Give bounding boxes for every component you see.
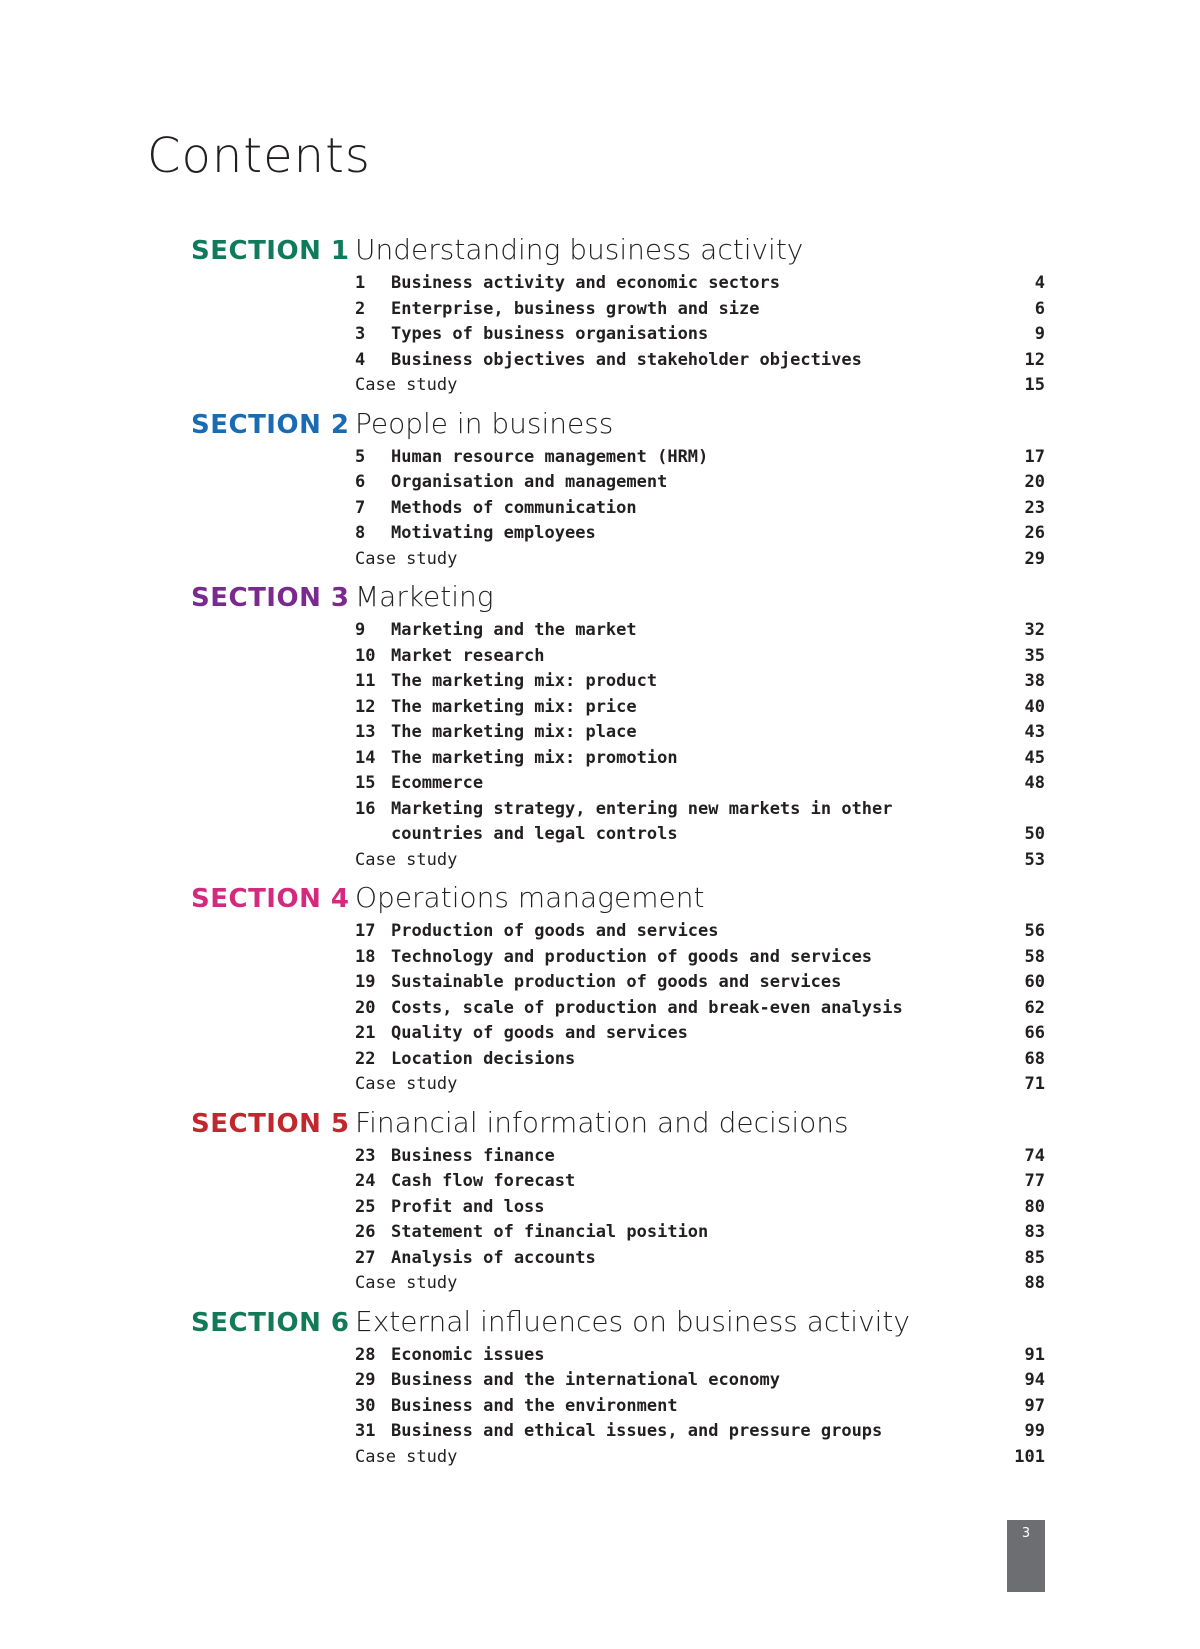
chapter-number: 23 — [355, 1145, 376, 1166]
chapter-list — [355, 445, 1045, 573]
chapter-title: Market research — [391, 645, 545, 666]
chapter-number: 15 — [355, 773, 376, 793]
chapter-page-number: 43 — [1024, 722, 1045, 742]
page-title: Contents — [147, 128, 371, 184]
chapter-title: Ecommerce — [391, 773, 484, 793]
toc-section — [191, 233, 1045, 399]
chapter-number: 25 — [355, 1196, 376, 1217]
case-study-page-number: 101 — [1014, 1446, 1045, 1467]
case-study-entry[interactable] — [355, 373, 1045, 399]
section-header — [191, 1305, 1045, 1341]
chapter-list — [355, 1343, 1045, 1471]
case-study-label: Case study — [355, 375, 458, 395]
chapter-entry[interactable] — [355, 445, 1045, 471]
section-label: SECTION 6 — [191, 1307, 350, 1338]
chapter-title: Organisation and management — [391, 472, 668, 492]
chapter-entry[interactable] — [355, 720, 1045, 746]
chapter-page-number: 32 — [1024, 620, 1045, 640]
chapter-number: 11 — [355, 671, 376, 691]
chapter-entry[interactable] — [355, 797, 1045, 848]
chapter-list — [355, 919, 1045, 1098]
chapter-page-number: 83 — [1024, 1222, 1045, 1242]
chapter-entry[interactable] — [355, 695, 1045, 721]
case-study-label: Case study — [355, 1074, 458, 1094]
chapter-number: 7 — [355, 497, 366, 518]
chapter-number: 26 — [355, 1222, 376, 1242]
chapter-page-number: 20 — [1024, 472, 1045, 492]
chapter-entry[interactable] — [355, 771, 1045, 797]
chapter-title: Business and ethical issues, and pressure groups — [391, 1421, 883, 1441]
chapter-number: 20 — [355, 997, 376, 1018]
section-label: SECTION 4 — [191, 884, 350, 914]
chapter-page-number: 62 — [1024, 997, 1045, 1018]
chapter-number: 21 — [355, 1023, 376, 1043]
chapter-title: Costs, scale of production and break-even analysis — [391, 997, 903, 1018]
chapter-number: 29 — [355, 1370, 376, 1390]
section-header — [191, 580, 1045, 616]
section-title: Operations management — [355, 881, 705, 914]
chapter-page-number: 48 — [1024, 773, 1045, 793]
chapter-entry[interactable] — [355, 1394, 1045, 1420]
chapter-title: Motivating employees — [391, 523, 596, 543]
chapter-number: 17 — [355, 921, 376, 941]
toc-section — [191, 1106, 1045, 1297]
chapter-entry[interactable] — [355, 1169, 1045, 1195]
case-study-label: Case study — [355, 548, 458, 569]
chapter-entry[interactable] — [355, 1220, 1045, 1246]
chapter-page-number: 6 — [1034, 298, 1045, 319]
chapter-entry[interactable] — [355, 1195, 1045, 1221]
chapter-number: 5 — [355, 446, 366, 467]
chapter-number: 3 — [355, 324, 366, 344]
chapter-title: Human resource management (HRM) — [391, 446, 709, 467]
chapter-list — [355, 271, 1045, 399]
chapter-page-number: 23 — [1024, 497, 1045, 518]
chapter-entry[interactable] — [355, 348, 1045, 374]
chapter-title: Business activity and economic sectors — [391, 273, 780, 293]
chapter-title: Production of goods and services — [391, 921, 719, 941]
chapter-title: Business and the international economy — [391, 1370, 780, 1390]
chapter-page-number: 12 — [1024, 349, 1045, 370]
section-title: External influences on business activity — [355, 1304, 910, 1338]
chapter-entry[interactable] — [355, 521, 1045, 547]
case-study-page-number: 29 — [1024, 548, 1045, 569]
case-study-entry[interactable] — [355, 1271, 1045, 1297]
chapter-number: 4 — [355, 349, 366, 370]
chapter-number: 13 — [355, 722, 376, 742]
chapter-list — [355, 1144, 1045, 1297]
chapter-page-number: 80 — [1024, 1196, 1045, 1217]
chapter-page-number: 91 — [1024, 1344, 1045, 1365]
chapter-title: Analysis of accounts — [391, 1247, 596, 1268]
chapter-number: 2 — [355, 298, 366, 319]
chapter-entry[interactable] — [355, 644, 1045, 670]
chapter-title: Marketing strategy, entering new markets in other countries and legal controls — [391, 798, 893, 844]
chapter-page-number: 66 — [1024, 1023, 1045, 1043]
chapter-page-number: 99 — [1024, 1421, 1045, 1441]
chapter-entry[interactable] — [355, 470, 1045, 496]
case-study-page-number: 71 — [1024, 1074, 1045, 1094]
chapter-number: 19 — [355, 972, 376, 992]
chapter-page-number: 17 — [1024, 446, 1045, 467]
chapter-title: Business objectives and stakeholder objectives — [391, 349, 862, 370]
chapter-title: Quality of goods and services — [391, 1023, 688, 1043]
chapter-list — [355, 618, 1045, 873]
case-study-entry[interactable] — [355, 848, 1045, 874]
chapter-title: Cash flow forecast — [391, 1171, 576, 1191]
chapter-page-number: 26 — [1024, 523, 1045, 543]
chapter-title: Business finance — [391, 1145, 555, 1166]
section-header — [191, 407, 1045, 443]
case-study-page-number: 53 — [1024, 849, 1045, 870]
chapter-entry[interactable] — [355, 1343, 1045, 1369]
section-header — [191, 1106, 1045, 1142]
section-label: SECTION 1 — [191, 236, 350, 266]
chapter-number: 14 — [355, 747, 376, 768]
chapter-page-number: 77 — [1024, 1171, 1045, 1191]
chapter-title: The marketing mix: place — [391, 722, 637, 742]
chapter-entry[interactable] — [355, 1368, 1045, 1394]
chapter-title: Types of business organisations — [391, 324, 709, 344]
chapter-number: 9 — [355, 620, 366, 640]
section-label: SECTION 2 — [191, 409, 350, 440]
section-title: People in business — [355, 406, 614, 440]
chapter-page-number: 56 — [1024, 921, 1045, 941]
chapter-title: Sustainable production of goods and services — [391, 972, 842, 992]
page-number: 3 — [1021, 1526, 1031, 1541]
chapter-title: Methods of communication — [391, 497, 637, 518]
chapter-entry[interactable] — [355, 1144, 1045, 1170]
chapter-page-number: 85 — [1024, 1247, 1045, 1268]
section-label: SECTION 3 — [191, 583, 350, 613]
section-header — [191, 881, 1045, 917]
chapter-entry[interactable] — [355, 970, 1045, 996]
chapter-entry[interactable] — [355, 746, 1045, 772]
chapter-entry[interactable] — [355, 297, 1045, 323]
chapter-page-number: 40 — [1024, 696, 1045, 717]
case-study-page-number: 15 — [1024, 375, 1045, 395]
chapter-page-number: 9 — [1034, 324, 1045, 344]
chapter-entry[interactable] — [355, 1246, 1045, 1272]
chapter-page-number: 4 — [1034, 273, 1045, 293]
section-title: Marketing — [355, 580, 494, 613]
chapter-page-number: 38 — [1024, 671, 1045, 691]
chapter-entry[interactable] — [355, 945, 1045, 971]
chapter-title: Business and the environment — [391, 1395, 678, 1416]
chapter-number: 12 — [355, 696, 376, 717]
chapter-entry[interactable] — [355, 919, 1045, 945]
chapter-title: Technology and production of goods and services — [391, 946, 873, 967]
toc-section — [191, 580, 1045, 873]
table-of-contents — [191, 233, 1045, 1478]
case-study-label: Case study — [355, 849, 458, 870]
chapter-page-number: 35 — [1024, 645, 1045, 666]
chapter-title: The marketing mix: promotion — [391, 747, 678, 768]
chapter-entry[interactable] — [355, 618, 1045, 644]
chapter-page-number: 50 — [1024, 824, 1045, 844]
chapter-entry[interactable] — [355, 1021, 1045, 1047]
case-study-entry[interactable] — [355, 547, 1045, 573]
chapter-number: 31 — [355, 1421, 376, 1441]
chapter-page-number: 58 — [1024, 946, 1045, 967]
chapter-page-number: 74 — [1024, 1145, 1045, 1166]
case-study-label: Case study — [355, 1273, 458, 1293]
chapter-title: Economic issues — [391, 1344, 545, 1365]
chapter-number: 30 — [355, 1395, 376, 1416]
chapter-entry[interactable] — [355, 271, 1045, 297]
toc-section — [191, 1305, 1045, 1471]
chapter-number: 16 — [355, 798, 376, 819]
chapter-number: 28 — [355, 1344, 376, 1365]
toc-section — [191, 407, 1045, 573]
toc-section — [191, 881, 1045, 1098]
chapter-title: Statement of financial position — [391, 1222, 709, 1242]
chapter-page-number: 94 — [1024, 1370, 1045, 1390]
case-study-label: Case study — [355, 1446, 458, 1467]
chapter-entry[interactable] — [355, 1419, 1045, 1445]
case-study-entry[interactable] — [355, 1072, 1045, 1098]
chapter-title: The marketing mix: product — [391, 671, 658, 691]
chapter-entry[interactable] — [355, 1047, 1045, 1073]
chapter-number: 8 — [355, 523, 366, 543]
chapter-title: Profit and loss — [391, 1196, 545, 1217]
chapter-number: 1 — [355, 273, 366, 293]
chapter-title: Marketing and the market — [391, 620, 637, 640]
page-number-tab — [1007, 1520, 1045, 1592]
chapter-number: 27 — [355, 1247, 376, 1268]
chapter-number: 24 — [355, 1171, 376, 1191]
case-study-page-number: 88 — [1024, 1273, 1045, 1293]
chapter-number: 22 — [355, 1048, 376, 1069]
section-title: Understanding business activity — [355, 233, 804, 266]
chapter-page-number: 68 — [1024, 1048, 1045, 1069]
chapter-title: The marketing mix: price — [391, 696, 637, 717]
chapter-page-number: 60 — [1024, 972, 1045, 992]
chapter-title: Location decisions — [391, 1048, 576, 1069]
chapter-page-number: 97 — [1024, 1395, 1045, 1416]
chapter-entry[interactable] — [355, 496, 1045, 522]
chapter-page-number: 45 — [1024, 747, 1045, 768]
case-study-entry[interactable] — [355, 1445, 1045, 1471]
chapter-number: 18 — [355, 946, 376, 967]
section-header — [191, 233, 1045, 269]
chapter-number: 6 — [355, 472, 366, 492]
chapter-entry[interactable] — [355, 669, 1045, 695]
chapter-number: 10 — [355, 645, 376, 666]
section-label: SECTION 5 — [191, 1108, 350, 1139]
chapter-title: Enterprise, business growth and size — [391, 298, 760, 319]
chapter-entry[interactable] — [355, 996, 1045, 1022]
chapter-entry[interactable] — [355, 322, 1045, 348]
section-title: Financial information and decisions — [355, 1105, 849, 1139]
